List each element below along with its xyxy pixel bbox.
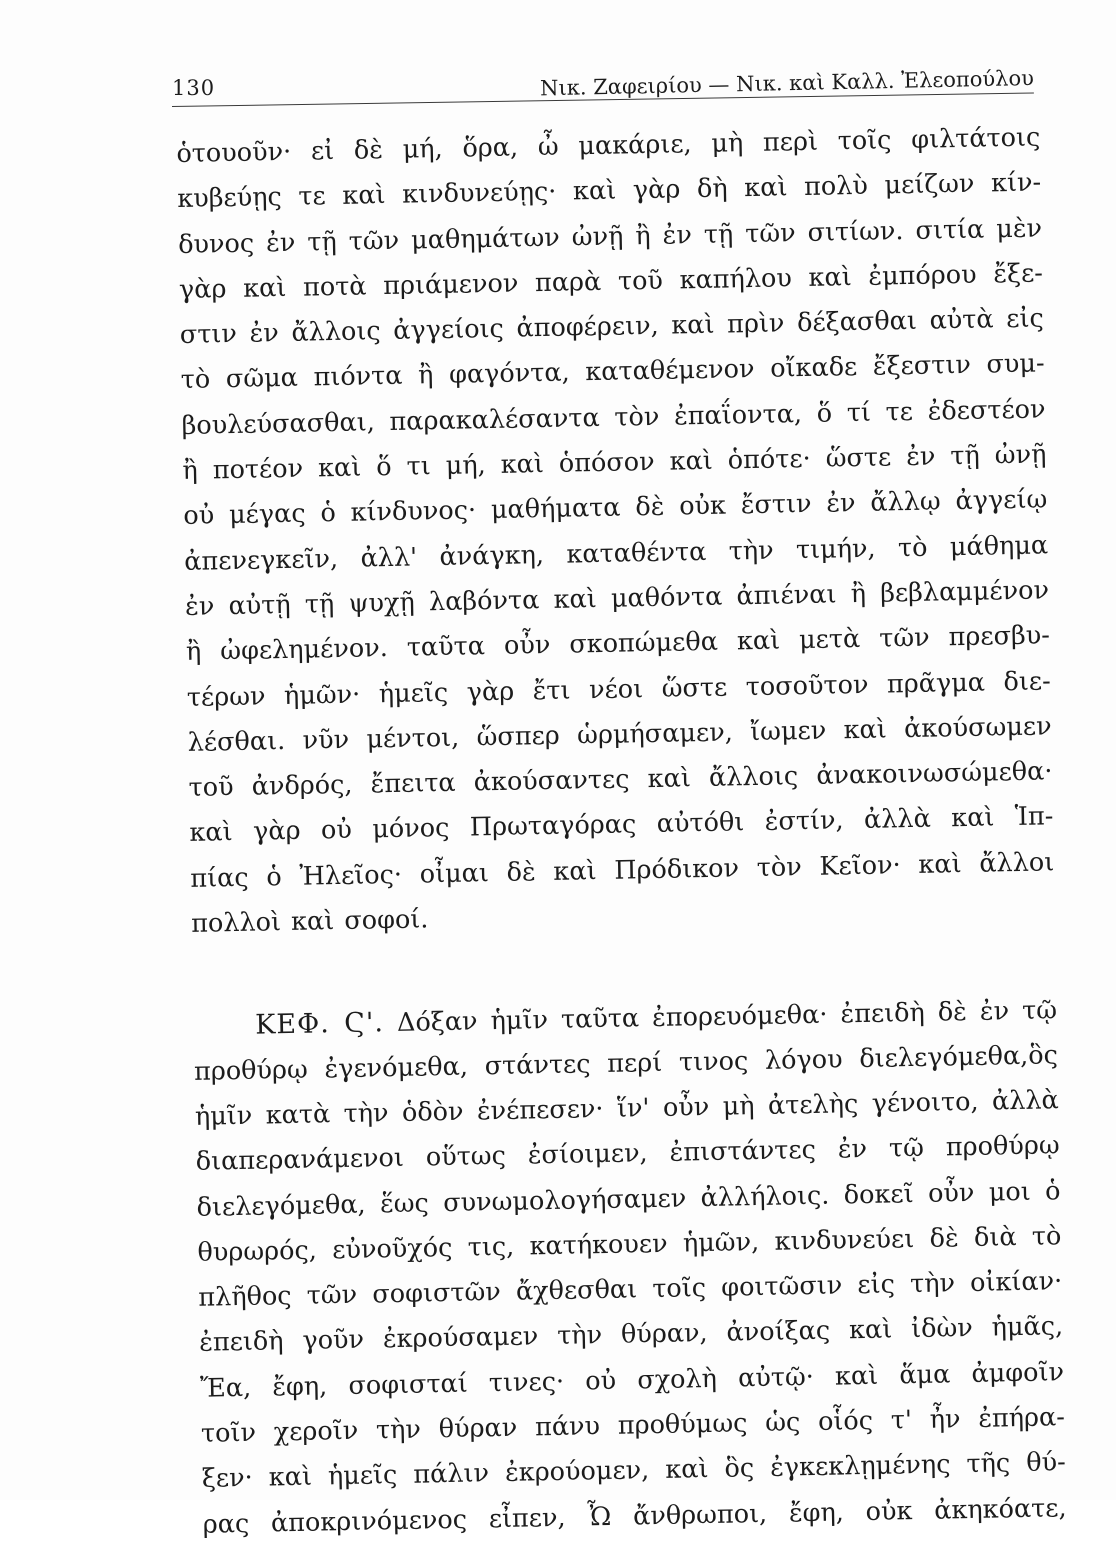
text-line: θυρωρός, εὐνοῦχός τις, κατήκουεν ἡμῶν, κινδυνεύει δὲ διὰ τὸ <box>197 1221 1062 1268</box>
page-number: 130 <box>172 76 216 100</box>
running-head: Νικ. Ζαφειρίου — Νικ. καὶ Καλλ. Ἐλεοπούλου <box>540 66 1035 101</box>
paragraph-2 <box>193 988 1067 1548</box>
text-line-last: πολλοὶ καὶ σοφοί. <box>190 904 429 939</box>
text-line: Ἔα, ἔφη, σοφισταί τινες· οὐ σχολὴ αὐτῷ· καὶ ἅμα ἀμφοῖν <box>199 1356 1065 1404</box>
text-line: ἢ ὠφελημένον. ταῦτα οὖν σκοπώμεθα καὶ μετὰ τῶν πρεσβυ- <box>185 620 1051 668</box>
paragraph-1 <box>176 115 1055 947</box>
text-line: ὁτουοῦν· εἰ δὲ μή, ὅρα, ὦ μακάριε, μὴ περὶ τοῖς φιλτάτοις <box>176 122 1041 169</box>
text-line: γὰρ καὶ ποτὰ πριάμενον παρὰ τοῦ καπήλου καὶ ἐμπόρου ἔξε- <box>178 258 1044 305</box>
text-line: ἢ ποτέον καὶ ὅ τι μή, καὶ ὁπόσον καὶ ὁπότε· ὥστε ἐν τῇ ὠνῇ <box>182 439 1047 487</box>
text-line: ρας ἀποκρινόμενος εἶπεν, Ὦ ἄνθρωποι, ἔφη, οὐκ ἀκηκόατε, <box>202 1492 1067 1540</box>
text-line: πίας ὁ Ἠλεῖος· οἶμαι δὲ καὶ Πρόδικον τὸν Κεῖον· καὶ ἄλλοι <box>190 847 1055 894</box>
text-line: ἐν αὐτῇ τῇ ψυχῇ λαβόντα καὶ μαθόντα ἀπιέναι ἢ βεβλαμμένον <box>184 575 1050 622</box>
text-line: οὐ μέγας ὁ κίνδυνος· μαθήματα δὲ οὐκ ἔστιν ἐν ἄλλῳ ἀγγείῳ <box>183 484 1048 532</box>
text-line: διαπερανάμενοι οὕτως ἐσίοιμεν, ἐπιστάντες ἐν τῷ προθύρῳ <box>195 1130 1060 1178</box>
text-line: Δόξαν ἡμῖν ταῦτα ἐπορευόμεθα· ἐπειδὴ δὲ ἐν τῷ <box>396 995 1058 1039</box>
text-line: τὸ σῶμα πιόντα ἢ φαγόντα, καταθέμενον οἴκαδε ἔξεστιν συμ- <box>180 348 1045 396</box>
chapter-label: ΚΕΦ. Ϛ'. <box>254 1007 385 1041</box>
page-header <box>172 62 1034 110</box>
text-line: ἡμῖν κατὰ τὴν ὁδὸν ἐνέπεσεν· ἵν' οὖν μὴ ἀτελὴς γένοιτο, ἀλλὰ <box>194 1085 1060 1132</box>
text-line: τοῦ ἀνδρός, ἔπειτα ἀκούσαντες καὶ ἄλλοις ἀνακοινωσώμεθα· <box>188 756 1053 804</box>
text-line: τέρων ἡμῶν· ἡμεῖς γὰρ ἔτι νέοι ὥστε τοσοῦτον πρᾶγμα διε- <box>186 665 1051 713</box>
text-line: λέσθαι. νῦν μέντοι, ὥσπερ ὡρμήσαμεν, ἴωμεν καὶ ἀκούσωμεν <box>187 711 1052 758</box>
body-text <box>176 115 1067 1547</box>
text-line: ξεν· καὶ ἡμεῖς πάλιν ἐκρούομεν, καὶ ὃς ἐγκεκλῃμένης τῆς θύ- <box>201 1447 1066 1495</box>
text-line: καὶ γὰρ οὐ μόνος Πρωταγόρας αὐτόθι ἐστίν, ἀλλὰ καὶ Ἱπ- <box>189 801 1054 849</box>
text-line: τοῖν χεροῖν τὴν θύραν πάνυ προθύμως ὡς οἷός τ' ἦν ἐπήρα- <box>200 1402 1066 1449</box>
text-line: στιν ἐν ἄλλοις ἀγγείοις ἀποφέρειν, καὶ πρὶν δέξασθαι αὐτὰ εἰς <box>179 303 1045 351</box>
text-line: δυνος ἐν τῇ τῶν μαθημάτων ὠνῇ ἢ ἐν τῇ τῶν σιτίων. σιτία μὲν <box>177 212 1043 260</box>
text-line: διελεγόμεθα, ἕως συνωμολογήσαμεν ἀλλήλοις. δοκεῖ οὖν μοι ὁ <box>196 1175 1061 1223</box>
text-line: ἀπενεγκεῖν, ἀλλ' ἀνάγκη, καταθέντα τὴν τιμήν, τὸ μάθημα <box>183 530 1049 577</box>
text-line: ἐπειδὴ γοῦν ἐκρούσαμεν τὴν θύραν, ἀνοίξας καὶ ἰδὼν ἡμᾶς, <box>198 1311 1064 1359</box>
text-line: προθύρῳ ἐγενόμεθα, στάντες περί τινος λόγου διελεγόμεθα,ὃς <box>193 1039 1059 1087</box>
text-line: πλῆθος τῶν σοφιστῶν ἄχθεσθαι τοῖς φοιτῶσιν εἰς τὴν οἰκίαν· <box>198 1266 1063 1313</box>
text-line: κυβεύῃς τε καὶ κινδυνεύῃς· καὶ γὰρ δὴ καὶ πολὺ μείζων κίν- <box>177 167 1042 215</box>
text-line: βουλεύσασθαι, παρακαλέσαντα τὸν ἐπαΐοντα, ὅ τί τε ἐδεστέον <box>181 394 1046 441</box>
